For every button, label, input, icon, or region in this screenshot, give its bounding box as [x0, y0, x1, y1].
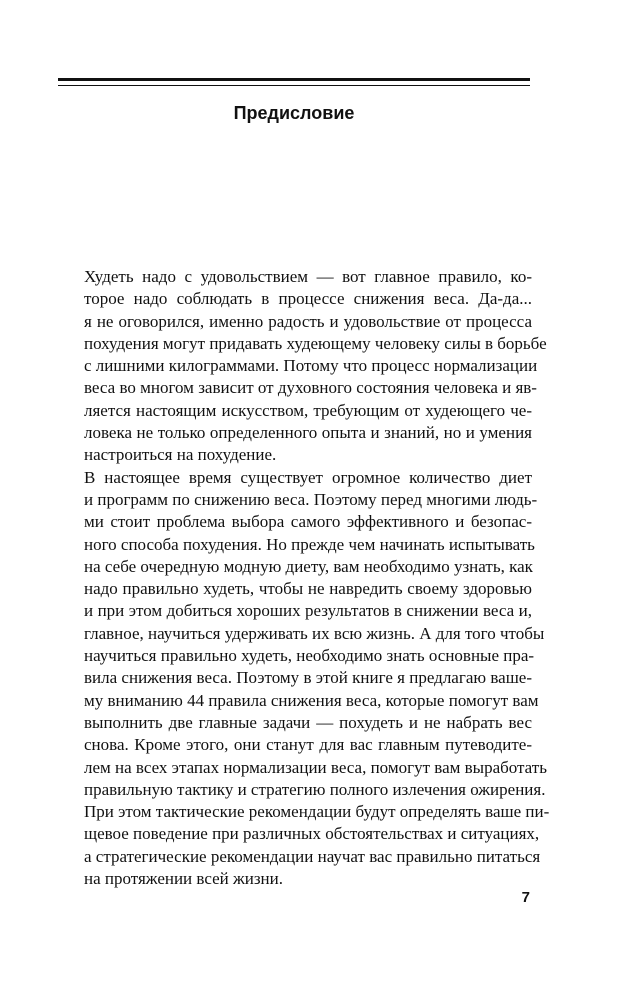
text-line: с лишними килограммами. Потому что процесс нормализации — [84, 356, 538, 376]
text-line: му вниманию 44 правила снижения веса, которые помогут вам — [84, 690, 539, 710]
text-line: на протяжении всей жизни. — [84, 869, 283, 889]
text-line: веса во многом зависит от духовного состояния человека и яв- — [84, 378, 537, 398]
text-line: я не оговорился, именно радость и удовольствие от процесса — [84, 311, 532, 331]
text-line: на себе очередную модную диету, вам необходимо узнать, как — [84, 556, 533, 576]
text-line: снова. Кроме этого, они станут для вас главным путеводите- — [84, 735, 532, 755]
text-line: главное, научиться удерживать их всю жизнь. А для того чтобы — [84, 623, 545, 643]
header-rule-thick — [58, 78, 530, 81]
text-line: настроиться на похудение. — [84, 445, 277, 465]
text-line: выполнить две главные задачи — похудеть и не набрать вес — [84, 712, 532, 732]
page-number: 7 — [521, 889, 530, 906]
text-line: При этом тактические рекомендации будут определять ваше пи- — [84, 802, 550, 822]
text-line: правильную тактику и стратегию полного излечения ожирения. — [84, 779, 546, 799]
text-line: ловека не только определенного опыта и знаний, но и умения — [84, 423, 532, 443]
text-line: и при этом добиться хороших результатов в снижении веса и, — [84, 601, 532, 621]
paragraph-2 — [58, 467, 550, 891]
text-line: похудения могут придавать худеющему человеку силы в борьбе — [84, 333, 547, 353]
chapter-title: Предисловие — [233, 103, 355, 123]
text-line: ляется настоящим искусством, требующим от худеющего че- — [84, 400, 532, 420]
text-line: торое надо соблюдать в процессе снижения веса. Да-да... — [84, 289, 532, 309]
paragraph-1 — [58, 266, 547, 467]
body-text — [58, 266, 550, 890]
text-line: и программ по снижению веса. Поэтому перед многими людь- — [84, 489, 538, 509]
text-line: щевое поведение при различных обстоятельствах и ситуациях, — [84, 824, 540, 844]
text-line: ного способа похудения. Но прежде чем начинать испытывать — [84, 534, 535, 554]
text-line: В настоящее время существует огромное количество диет — [84, 467, 532, 487]
header-rule-thin — [58, 85, 530, 86]
text-line: научиться правильно худеть, необходимо знать основные пра- — [84, 646, 535, 666]
text-line: Худеть надо с удовольствием — вот главное правило, ко- — [84, 267, 532, 286]
text-line: надо правильно худеть, чтобы не навредить своему здоровью — [84, 579, 532, 599]
text-line: вила снижения веса. Поэтому в этой книге я предлагаю ваше- — [84, 668, 532, 688]
text-line: ми стоит проблема выбора самого эффективного и безопас- — [84, 512, 532, 532]
text-line: лем на всех этапах нормализации веса, помогут вам выработать — [84, 757, 547, 777]
text-line: а стратегические рекомендации научат вас правильно питаться — [84, 846, 541, 866]
